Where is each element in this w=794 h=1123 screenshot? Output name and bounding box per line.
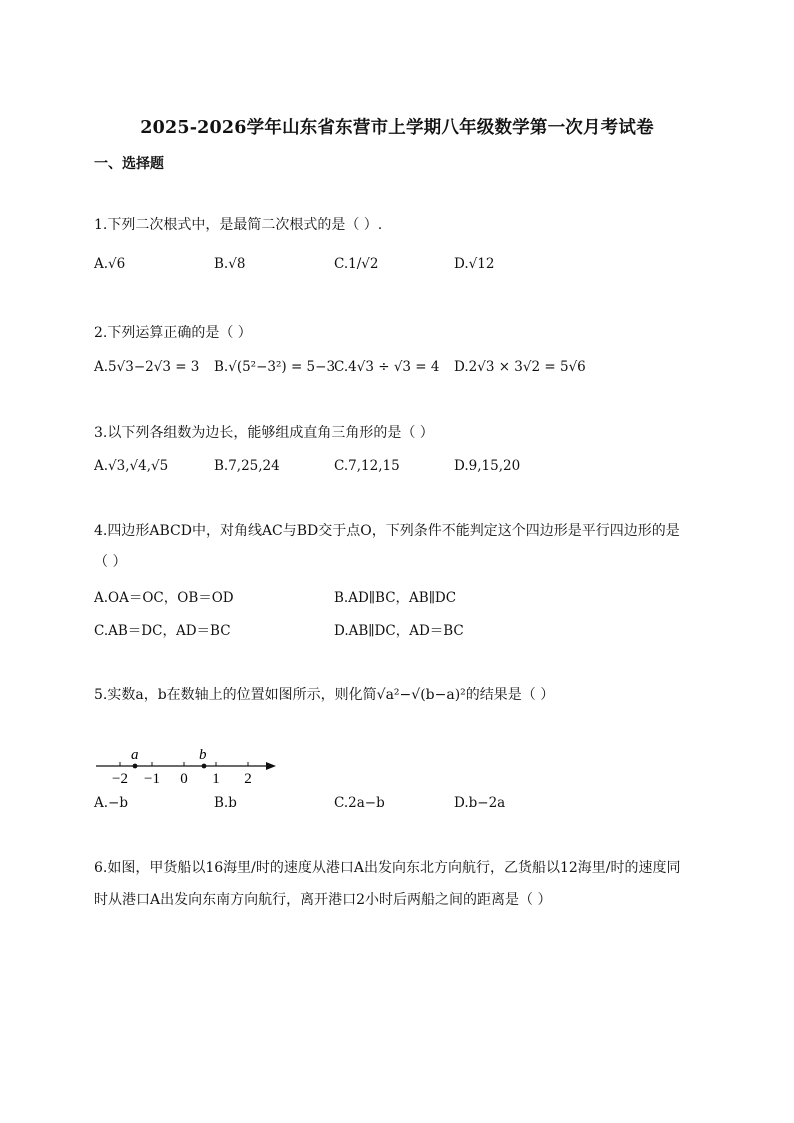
question-4-option-b: B.AD∥BC，AB∥DC: [334, 590, 457, 606]
question-2-option-b: B.√(5²−3²) = 5−3: [214, 359, 336, 375]
question-6-stem-line-2: 时从港口A出发向东南方向航行，离开港口2小时后两船之间的距离是（ ）: [94, 892, 552, 908]
question-3-option-c: C.7,12,15: [334, 458, 400, 474]
question-5-stem: 5.实数a，b在数轴上的位置如图所示，则化简√a²−√(b−a)²的结果是（ ）: [94, 687, 555, 703]
tick-label: 0: [180, 771, 188, 787]
question-5-option-d: D.b−2a: [454, 795, 506, 811]
number-line-arrow: [266, 762, 276, 770]
question-4-option-d: D.AB∥DC，AD＝BC: [334, 623, 464, 639]
question-3-stem: 3.以下列各组数为边长，能够组成直角三角形的是（ ）: [94, 425, 434, 441]
question-2-option-c: C.4√3 ÷ √3 = 4: [334, 359, 440, 375]
point-b-dot: [202, 764, 207, 769]
question-2-option-a: A.5√3−2√3 = 3: [94, 359, 200, 375]
page-title: 2025-2026学年山东省东营市上学期八年级数学第一次月考试卷: [140, 118, 654, 138]
tick-label: −1: [144, 771, 160, 787]
question-4-option-a: A.OA＝OC，OB＝OD: [94, 590, 234, 606]
question-5-option-b: B.b: [214, 795, 237, 811]
question-6-stem-line-1: 6.如图，甲货船以16海里/时的速度从港口A出发向东北方向航行，乙货船以12海里/时的速度同: [94, 860, 681, 876]
question-1-option-b: B.√8: [214, 256, 246, 272]
question-3-option-a: A.√3,√4,√5: [94, 458, 169, 474]
question-4-stem-line-2: （ ）: [94, 554, 127, 570]
section-heading: 一、选择题: [94, 156, 164, 172]
question-4-stem-line-1: 4.四边形ABCD中，对角线AC与BD交于点O，下列条件不能判定这个四边形是平行四边形的是: [94, 523, 680, 539]
tick-label: 1: [212, 771, 220, 787]
question-4-option-c: C.AB＝DC，AD＝BC: [94, 623, 231, 639]
question-5-option-a: A.−b: [94, 795, 128, 811]
question-1-stem: 1.下列二次根式中，是最简二次根式的是（ ）.: [94, 217, 383, 233]
question-3-option-d: D.9,15,20: [454, 458, 521, 474]
tick-label: −2: [112, 771, 128, 787]
question-2-option-d: D.2√3 × 3√2 = 5√6: [454, 359, 586, 375]
question-5-option-c: C.2a−b: [334, 795, 385, 811]
question-1-option-a: A.√6: [94, 256, 126, 272]
point-b-label: b: [199, 747, 207, 763]
question-1-option-d: D.√12: [454, 256, 495, 272]
point-a-dot: [133, 764, 138, 769]
question-3-option-b: B.7,25,24: [214, 458, 280, 474]
tick-label: 2: [244, 771, 252, 787]
question-2-stem: 2.下列运算正确的是（ ）: [94, 325, 252, 341]
point-a-label: a: [131, 747, 139, 763]
question-1-option-c: C.1/√2: [334, 256, 379, 272]
number-line-figure: [90, 740, 290, 788]
